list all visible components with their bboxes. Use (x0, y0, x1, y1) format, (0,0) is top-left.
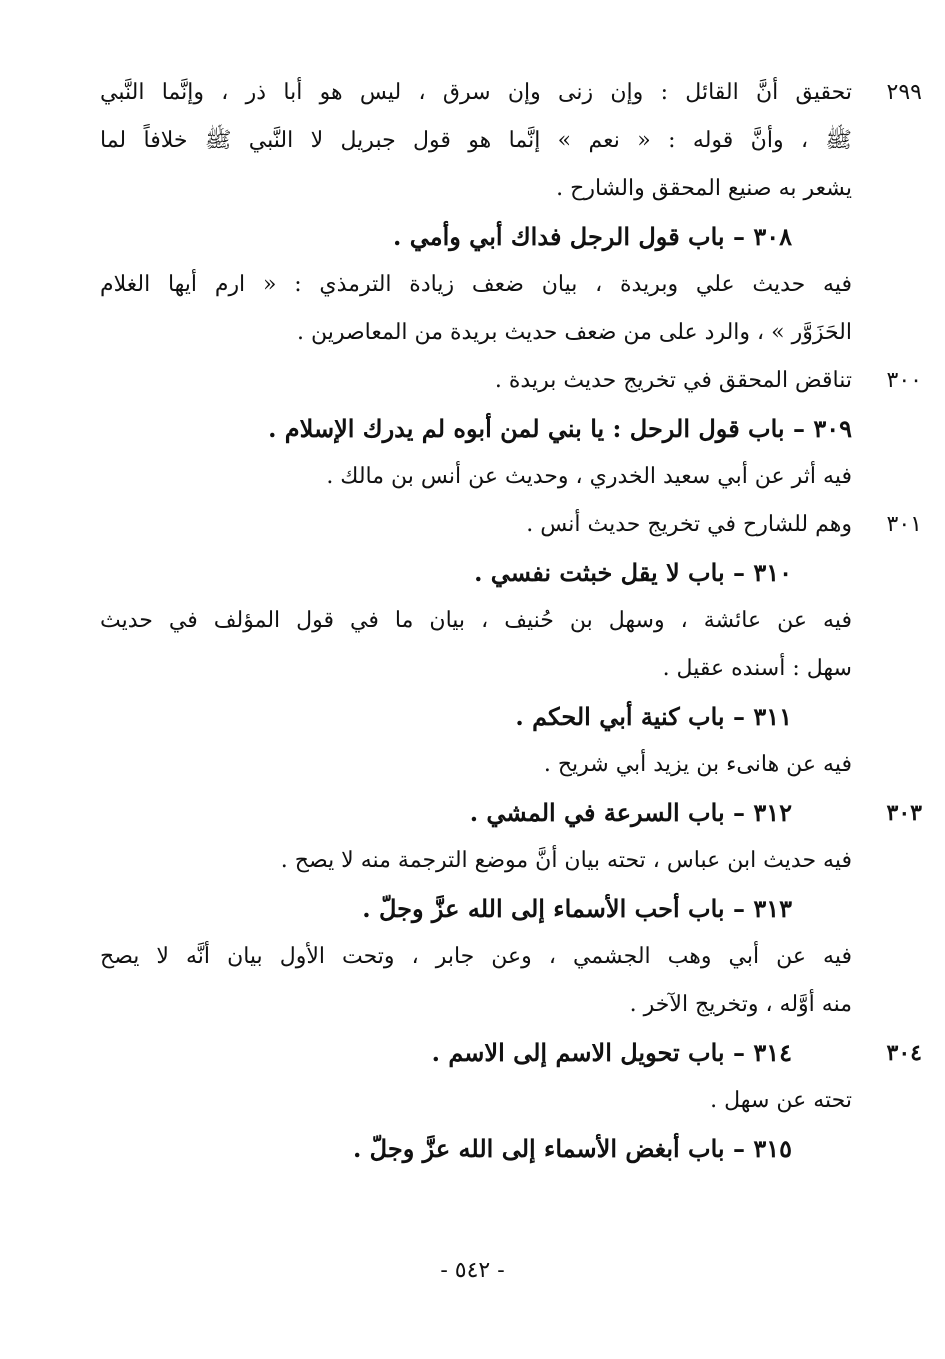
text-line (100, 124, 852, 172)
text-line (100, 460, 852, 508)
line-text: فيه حديث علي وبريدة ، بيان ضعف زيادة الترمذي : « ارم أيها الغلام (100, 272, 852, 297)
line-text: تناقض المحقق في تخريج حديث بريدة . (494, 368, 852, 393)
text-line (100, 940, 852, 988)
line-text: ٣١٢ – باب السرعة في المشي . (469, 798, 792, 827)
chapter-heading (100, 412, 852, 460)
line-text: ٣٠٩ – باب قول الرحل : يا بني لمن أبوه لم يدرك الإسلام . (268, 414, 852, 443)
chapter-heading (100, 1132, 852, 1180)
text-line (100, 988, 852, 1036)
line-text: ٣١٠ – باب لا يقل خبثت نفسي . (474, 558, 792, 587)
line-text: ٣١٤ – باب تحويل الاسم إلى الاسم . (431, 1038, 792, 1067)
line-text: فيه حديث ابن عباس ، تحته بيان أنَّ موضع الترجمة منه لا يصح . (280, 848, 852, 873)
text-line (100, 748, 852, 796)
chapter-heading (100, 700, 852, 748)
line-text: ٣١١ – باب كنية أبي الحكم . (515, 702, 792, 731)
line-text: فيه عن هانىء بن يزيد أبي شريح . (543, 752, 852, 777)
page-body (100, 76, 922, 1180)
line-text: منه أوَّله ، وتخريج الآخر . (629, 992, 852, 1017)
chapter-heading (100, 796, 922, 844)
chapter-heading (100, 220, 852, 268)
text-line (100, 172, 852, 220)
line-text: ٣١٣ – باب أحب الأسماء إلى الله عزَّ وجلّ . (362, 894, 792, 923)
chapter-heading (100, 1036, 922, 1084)
chapter-heading (100, 556, 852, 604)
line-text: ٣١٥ – باب أبغض الأسماء إلى الله عزَّ وجلّ . (352, 1134, 792, 1163)
margin-page-reference: ٢٩٩ (886, 80, 922, 105)
text-line (100, 652, 852, 700)
line-text: فيه عن عائشة ، وسهل بن حُنيف ، بيان ما في قول المؤلف في حديث (100, 608, 852, 633)
text-line (100, 316, 852, 364)
text-line (100, 268, 852, 316)
line-text: تحقيق أنَّ القائل : وإن زنى وإن سرق ، ليس هو أبا ذر ، وإنَّما النَّبي (100, 80, 852, 105)
text-line (100, 364, 922, 412)
chapter-heading (100, 892, 852, 940)
margin-page-reference: ٣٠٤ (886, 1040, 922, 1066)
line-text: تحته عن سهل . (710, 1088, 852, 1113)
line-text: وهم للشارح في تخريج حديث أنس . (526, 512, 852, 537)
text-line (100, 1084, 852, 1132)
line-text: الحَزَوَّر » ، والرد على من ضعف حديث بريدة من المعاصرين . (296, 320, 852, 345)
margin-page-reference: ٣٠٠ (886, 368, 922, 393)
line-text: فيه أثر عن أبي سعيد الخدري ، وحديث عن أنس بن مالك . (326, 464, 852, 489)
text-line (100, 844, 852, 892)
line-text: سهل : أسنده عقيل . (662, 656, 852, 681)
text-line (100, 508, 922, 556)
page-number: - ٥٤٢ - (440, 1258, 505, 1283)
margin-page-reference: ٣٠١ (886, 512, 922, 537)
line-text: يشعر به صنيع المحقق والشارح . (556, 176, 852, 201)
text-line (100, 76, 922, 124)
margin-page-reference: ٣٠٣ (886, 800, 922, 826)
line-text: فيه عن أبي وهب الجشمي ، وعن جابر ، وتحت الأول بيان أنَّه لا يصح (100, 944, 852, 969)
text-line (100, 604, 852, 652)
line-text: ﷺ ، وأنَّ قوله : « نعم » إنَّما هو قول جبريل لا النَّبي ﷺ خلافاً لما (100, 128, 852, 153)
line-text: ٣٠٨ – باب قول الرجل فداك أبي وأمي . (393, 222, 792, 251)
